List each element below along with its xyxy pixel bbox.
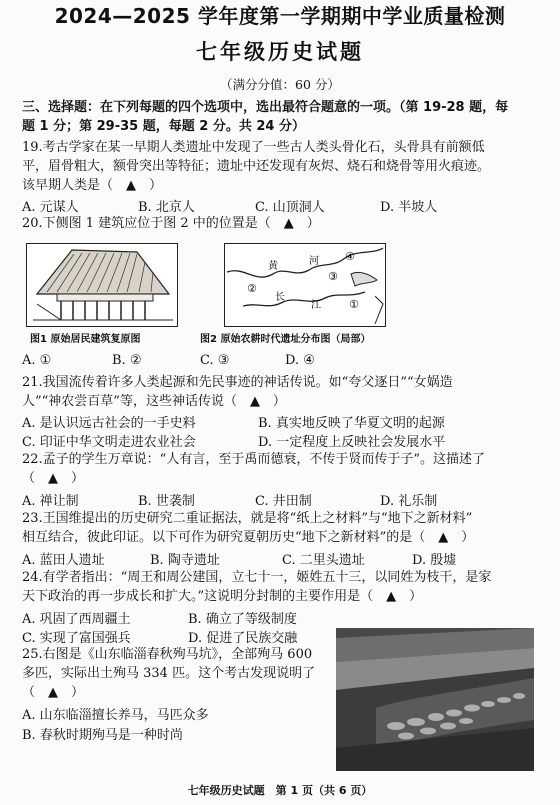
q25-stem-line1: 25.右图是《山东临淄春秋殉马坑》，全部殉马 600: [22, 647, 313, 662]
map-marker-2: ②: [247, 282, 257, 295]
q22-option-d[interactable]: D. 礼乐制: [380, 494, 438, 509]
map-marker-3: ③: [328, 270, 338, 283]
q20-stem: 20.下侧图 1 建筑应位于图 2 中的位置是（ ▲ ）: [22, 216, 320, 231]
map-drawing: [225, 244, 385, 326]
q24-option-d[interactable]: D. 促进了民族交融: [188, 631, 298, 646]
q23-option-a[interactable]: A. 蓝田人遗址: [22, 553, 105, 568]
q19-stem-line2: 平，眉骨粗大，额骨突出等特征；遗址中还发现有灰烬、烧石和烧骨等用火痕迹。: [22, 159, 491, 174]
q23-option-c[interactable]: C. 二里头遗址: [282, 553, 365, 568]
figure1-caption: 图1 原始居民建筑复原图: [30, 334, 141, 345]
q25-stem-line3: （ ▲ ）: [22, 685, 84, 700]
map-label-chang: 长: [275, 292, 285, 303]
map-label-jiang: 江: [311, 300, 321, 311]
q21-option-d[interactable]: D. 一定程度上反映社会发展水平: [258, 435, 446, 450]
figure2-site-map: [224, 243, 386, 327]
page-title: 2024—2025 学年度第一学期期中学业质量检测: [54, 4, 506, 28]
q19-option-c[interactable]: C. 山顶洞人: [255, 200, 325, 215]
q25-option-a[interactable]: A. 山东临淄擅长养马，马匹众多: [22, 708, 209, 723]
q23-option-d[interactable]: D. 殷墟: [412, 553, 457, 568]
stilt-house-drawing: [27, 244, 177, 326]
page-subtitle: 七年级历史试题: [196, 40, 364, 64]
q21-stem-line2: 人”“神农尝百草”等，这些神话传说（ ▲ ）: [22, 394, 286, 409]
figure1-stilt-house: [26, 243, 178, 327]
map-marker-4: ④: [345, 250, 355, 263]
q21-option-c[interactable]: C. 印证中华文明走进农业社会: [22, 435, 196, 450]
q22-option-c[interactable]: C. 井田制: [255, 494, 312, 509]
q24-option-a[interactable]: A. 巩固了西周疆土: [22, 612, 131, 627]
q19-stem-line1: 19.考古学家在某一早期人类遗址中发现了一些古人类头骨化石，头骨具有前额低: [22, 140, 485, 155]
q25-stem-line2: 多匹，实际出土殉马 334 匹。这个考古发现说明了: [22, 666, 316, 681]
q20-option-c[interactable]: C. ③: [200, 353, 230, 368]
map-label-he: 河: [309, 256, 319, 267]
q25-option-b[interactable]: B. 春秋时期殉马是一种时尚: [22, 728, 183, 743]
q20-option-d[interactable]: D. ④: [285, 353, 315, 368]
q24-option-c[interactable]: C. 实现了富国强兵: [22, 631, 131, 646]
horse-pit-photo: [336, 628, 534, 771]
map-label-huang: 黄: [268, 261, 278, 272]
q24-stem-line2: 天下政治的再一步成长和扩大。”这说明分封制的主要作用是（ ▲ ）: [22, 589, 423, 604]
q23-stem-line1: 23.王国维提出的历史研究二重证据法，就是将“纸上之材料”与“地下之新材料”: [22, 511, 473, 526]
q20-option-a[interactable]: A. ①: [22, 353, 52, 368]
figure2-caption: 图2 原始农耕时代遗址分布图（局部）: [200, 334, 371, 345]
section-instruction-line1: 三、选择题：在下列每题的四个选项中，选出最符合题意的一项。（第 19-28 题，每: [22, 100, 509, 115]
q24-option-b[interactable]: B. 确立了等级制度: [188, 612, 297, 627]
q22-option-a[interactable]: A. 禅让制: [22, 494, 79, 509]
q22-option-b[interactable]: B. 世袭制: [138, 494, 195, 509]
q20-option-b[interactable]: B. ②: [112, 353, 142, 368]
q23-stem-line2: 相互结合，彼此印证。以下可作为研究夏朝历史“地下之新材料”的是（ ▲ ）: [22, 530, 475, 545]
section-instruction-line2: 题 1 分；第 29-35 题，每题 2 分。共 24 分）: [22, 119, 305, 134]
q21-option-a[interactable]: A. 是认识远古社会的一手史料: [22, 416, 196, 431]
q22-stem-line1: 22.孟子的学生万章说：“人有言，至于禹而德衰，不传于贤而传于子”。这描述了: [22, 452, 485, 467]
page-footer: 七年级历史试题 第 1 页（共 6 页）: [187, 784, 373, 797]
q22-stem-line2: （ ▲ ）: [22, 471, 84, 486]
q19-option-d[interactable]: D. 半坡人: [380, 200, 438, 215]
score-note: （满分分值：60 分）: [220, 77, 340, 92]
q19-stem-line3: 该早期人类是（ ▲ ）: [22, 178, 162, 193]
q21-stem-line1: 21.我国流传着许多人类起源和先民事迹的神话传说。如“夸父逐日”“女娲造: [22, 375, 453, 390]
horse-pit-photo-drawing: [336, 628, 534, 771]
q19-option-a[interactable]: A. 元谋人: [22, 200, 79, 215]
q24-stem-line1: 24.有学者指出：“周王和周公建国，立七十一，姬姓五十三，以同姓为枝干，是家: [22, 570, 492, 585]
map-marker-1: ①: [349, 298, 359, 311]
q23-option-b[interactable]: B. 陶寺遗址: [150, 553, 220, 568]
q19-option-b[interactable]: B. 北京人: [138, 200, 195, 215]
q21-option-b[interactable]: B. 真实地反映了华夏文明的起源: [258, 416, 445, 431]
